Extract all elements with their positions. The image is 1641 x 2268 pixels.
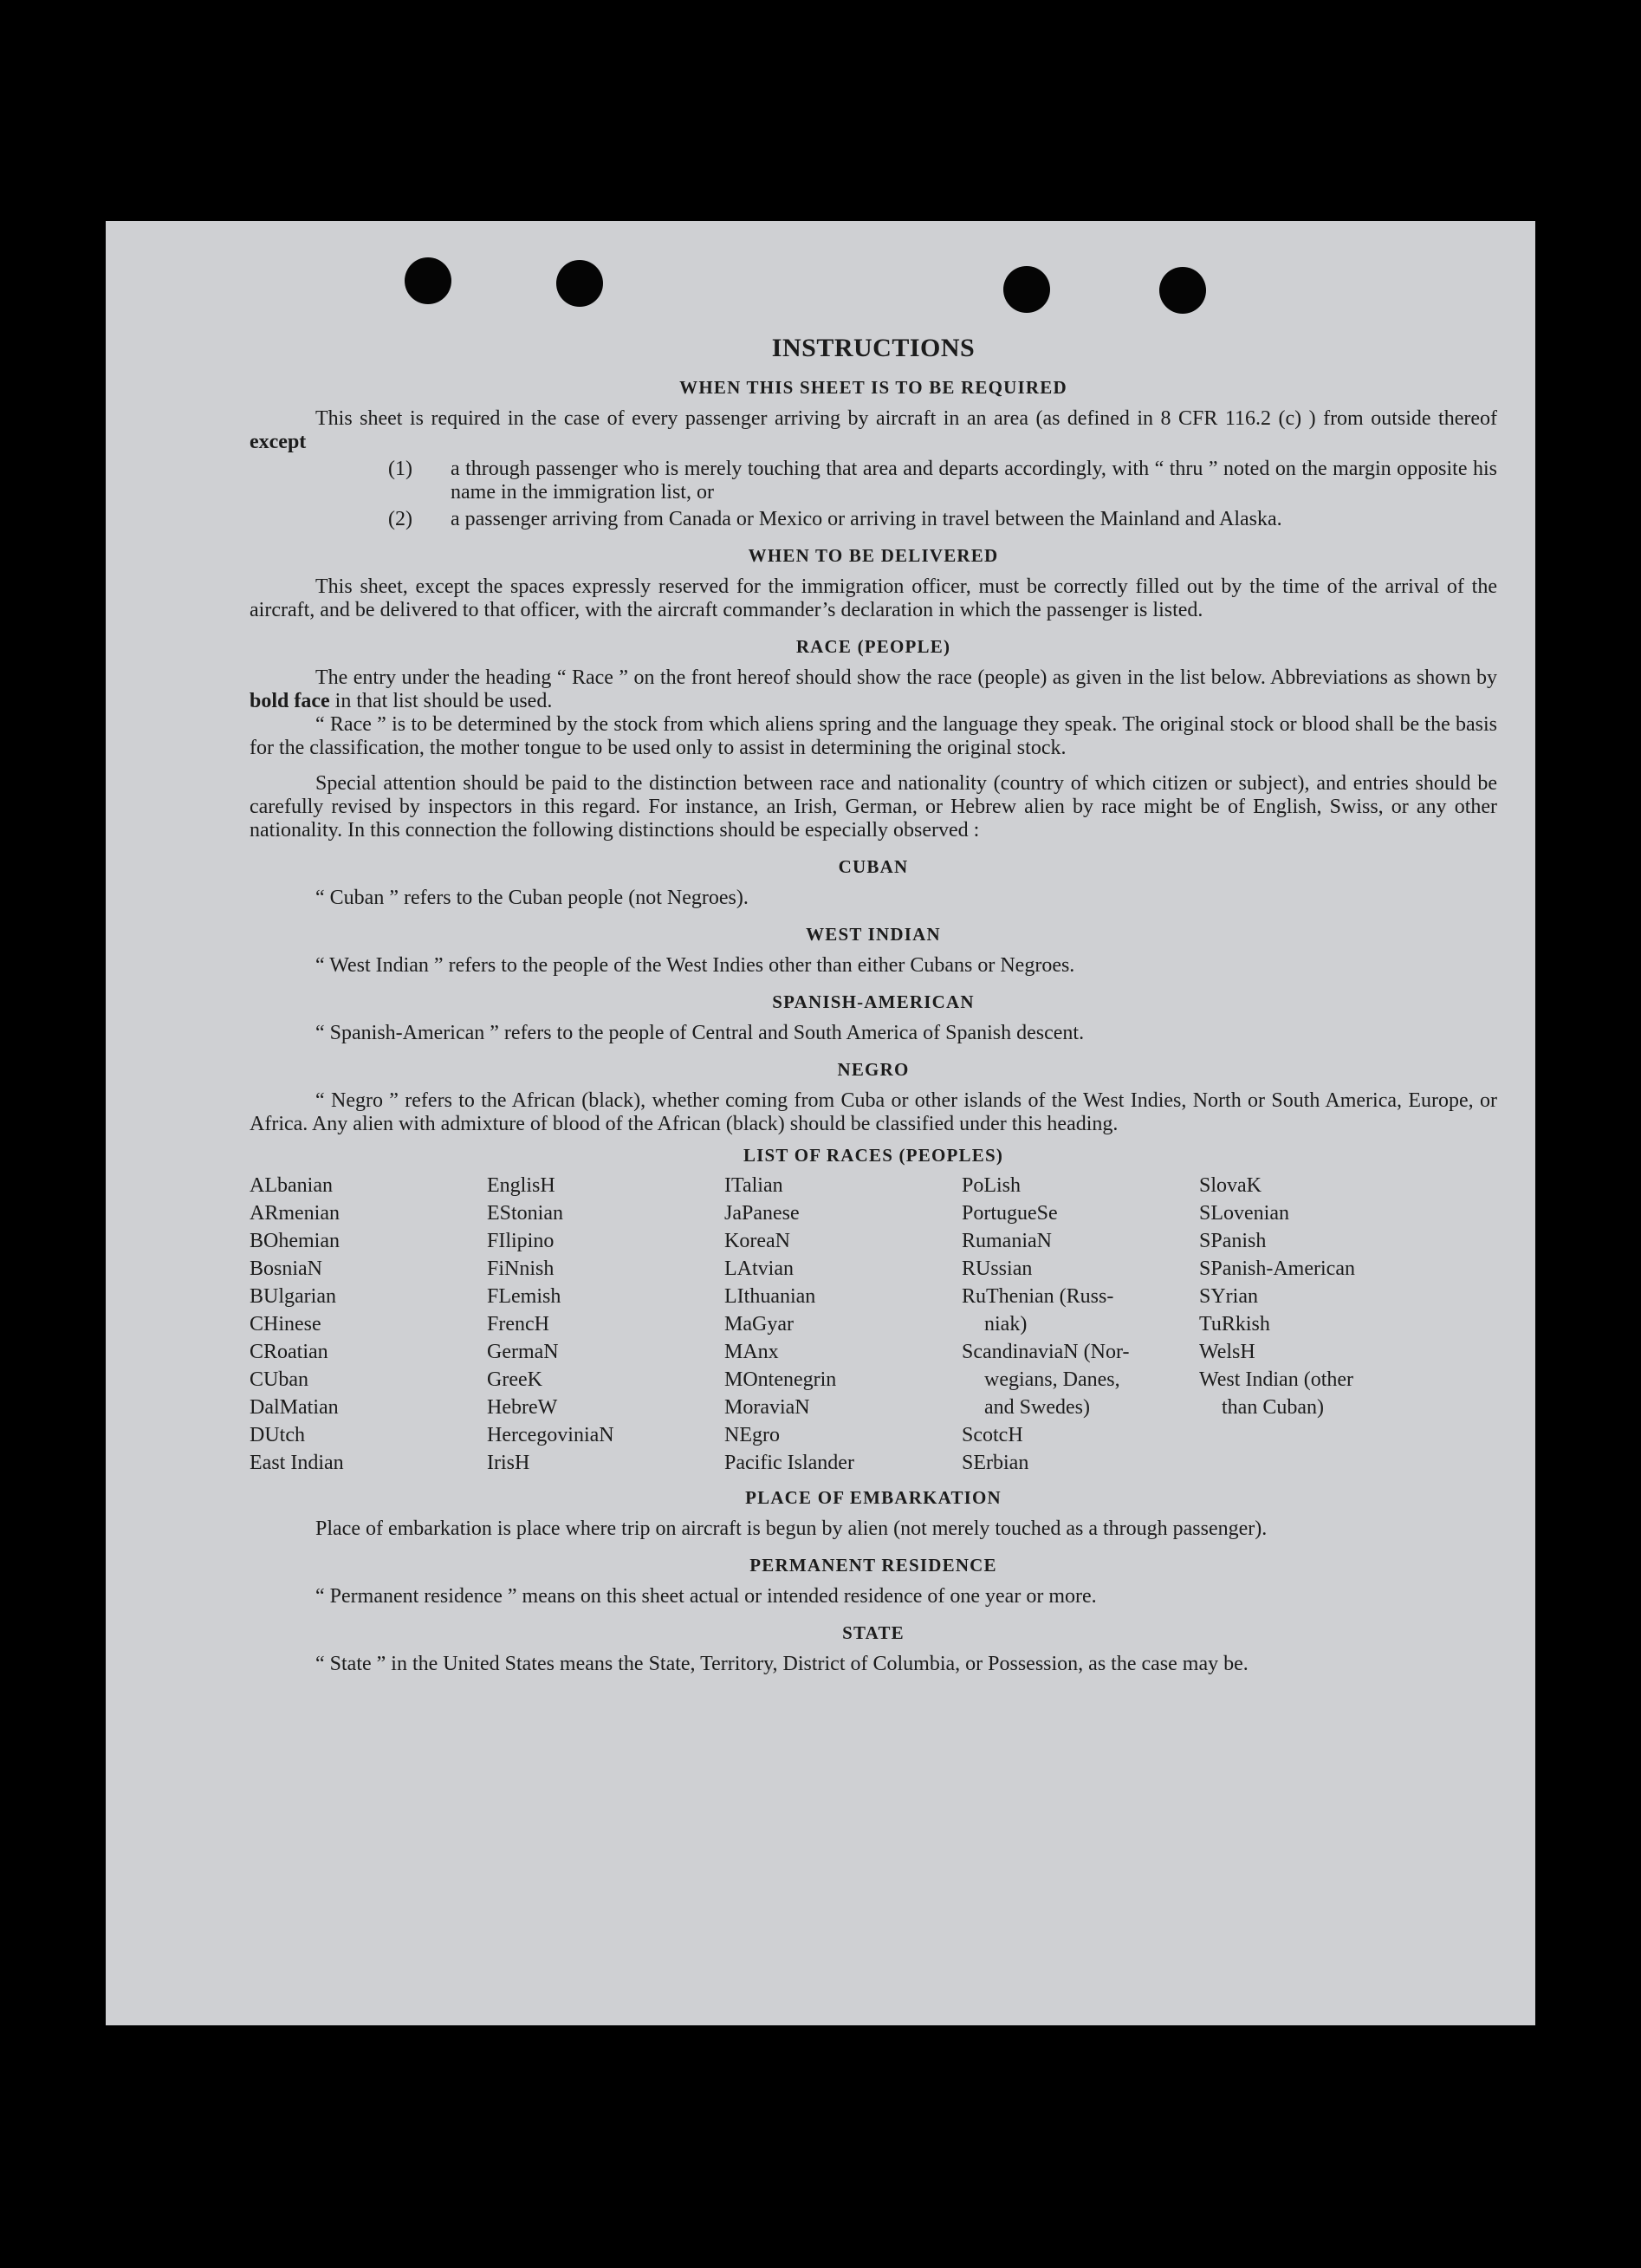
race-entry: IrisH [487, 1452, 530, 1474]
list-of-races [250, 1172, 1497, 1477]
race-entry: ScandinaviaN (Nor- [962, 1341, 1130, 1363]
race-paragraph-2: “ Race ” is to be determined by the stock from which aliens spring and the language they speak. The original stock or blood shall be the basis for the classification, the mother tongue to be used only to assist in determining the original stock. [250, 713, 1497, 759]
race-entry: CUban [250, 1368, 308, 1391]
race-entry: FrencH [487, 1313, 549, 1335]
race-entry: Pacific Islander [724, 1452, 854, 1474]
except-bold: except [250, 431, 307, 453]
race-entry: MoraviaN [724, 1396, 810, 1419]
race-entry: East Indian [250, 1452, 344, 1474]
race-entry: SLovenian [1199, 1202, 1289, 1225]
race-entry: PoLish [962, 1174, 1022, 1197]
race-entry: LAtvian [724, 1257, 794, 1280]
race-entry: FIlipino [487, 1230, 555, 1252]
heading-when-delivered: WHEN TO BE DELIVERED [748, 545, 999, 566]
race-paragraph-1: The entry under the heading “ Race ” on the front hereof should show the race (people) as given in the list below. Abbreviations as shown by bold face in that list should be used. [250, 666, 1497, 712]
race-entry: ITalian [724, 1174, 783, 1197]
west-indian-text: “ West Indian ” refers to the people of the West Indies other than either Cubans or Negroes. [315, 954, 1075, 977]
heading-negro: NEGRO [837, 1059, 910, 1080]
race-entry: BosniaN [250, 1257, 322, 1280]
race-entry: HebreW [487, 1396, 558, 1419]
race-entry: RumaniaN [962, 1230, 1052, 1252]
exception-number: (2) [388, 508, 412, 530]
bold-face-text: bold face [250, 690, 330, 712]
heading-cuban: CUBAN [838, 856, 909, 877]
heading-race: RACE (PEOPLE) [795, 636, 951, 657]
race-entry: ALbanian [250, 1174, 333, 1197]
race-entry: FiNnish [487, 1257, 555, 1280]
race-entry: BOhemian [250, 1230, 340, 1252]
race-entry: KoreaN [724, 1230, 790, 1252]
race-entry: DalMatian [250, 1396, 339, 1419]
race-column [1199, 1172, 1459, 1477]
instruction-sheet [106, 221, 1535, 2025]
race-entry: MaGyar [724, 1313, 794, 1335]
race-entry: CHinese [250, 1313, 321, 1335]
punch-hole [1159, 267, 1206, 314]
race-paragraph-3: Special attention should be paid to the distinction between race and nationality (country of which citizen or subject), and entries should be carefully revised by inspectors in this regard. For instance, an Irish, German, or Hebrew alien by race might be of English, Swiss, or any other nationality. In this connection the following distinctions should be especially observed : [250, 772, 1497, 842]
race-entry-continuation: and Swedes) [984, 1396, 1090, 1419]
exception-item [388, 508, 1497, 531]
heading-list-of-races: LIST OF RACES (PEOPLES) [743, 1145, 1004, 1166]
exception-text: a passenger arriving from Canada or Mexico or arriving in travel between the Mainland and Alaska. [451, 508, 1282, 530]
punch-hole [405, 257, 451, 304]
race-entry: TuRkish [1199, 1313, 1270, 1335]
race-entry: GreeK [487, 1368, 542, 1391]
punch-hole [556, 260, 603, 307]
race-entry: GermaN [487, 1341, 559, 1363]
race-entry-continuation: wegians, Danes, [984, 1368, 1120, 1391]
race-entry: MAnx [724, 1341, 779, 1363]
instructions-content [250, 334, 1497, 1676]
race-column [962, 1172, 1199, 1477]
heading-permanent-residence: PERMANENT RESIDENCE [749, 1555, 997, 1576]
residence-text: “ Permanent residence ” means on this sheet actual or intended residence of one year or more. [315, 1585, 1097, 1608]
race-entry: RUssian [962, 1257, 1033, 1280]
when-delivered-text: This sheet, except the spaces expressly reserved for the immigration officer, must be correctly filled out by the time of the arrival of the aircraft, and be delivered to that officer, with the aircraft commander’s declaration in which the passenger is listed. [250, 575, 1497, 621]
race-column [724, 1172, 962, 1477]
race-entry: West Indian (other [1199, 1368, 1354, 1391]
when-required-intro: This sheet is required in the case of every passenger arriving by aircraft in an area (as defined in 8 CFR 116.2 (c) ) from outside thereof except [250, 407, 1497, 453]
race-entry: ARmenian [250, 1202, 340, 1225]
race-entry: CRoatian [250, 1341, 328, 1363]
race-entry: SlovaK [1199, 1174, 1262, 1197]
page-title: INSTRUCTIONS [771, 334, 976, 362]
race-entry: NEgro [724, 1424, 780, 1446]
punch-hole [1003, 266, 1050, 313]
spanish-american-text: “ Spanish-American ” refers to the people of Central and South America of Spanish descent. [315, 1022, 1085, 1044]
race-entry: ScotcH [962, 1424, 1023, 1446]
race-column [250, 1172, 487, 1477]
exception-text: a through passenger who is merely touching that area and departs accordingly, with “ thru ” noted on the margin opposite his name in the immigration list, or [451, 458, 1497, 504]
exception-list [388, 458, 1497, 531]
race-column [487, 1172, 724, 1477]
race-entry: MOntenegrin [724, 1368, 837, 1391]
negro-text: “ Negro ” refers to the African (black), whether coming from Cuba or other islands of the West Indies, North or South America, Europe, or Africa. Any alien with admixture of blood of the African (black) should be classified under this heading. [250, 1089, 1497, 1135]
heading-spanish-american: SPANISH-AMERICAN [772, 991, 975, 1012]
cuban-text: “ Cuban ” refers to the Cuban people (not Negroes). [315, 887, 749, 909]
heading-state: STATE [842, 1622, 905, 1643]
race-entry: DUtch [250, 1424, 305, 1446]
race-entry: BUlgarian [250, 1285, 336, 1308]
heading-when-required: WHEN THIS SHEET IS TO BE REQUIRED [679, 377, 1067, 398]
state-text: “ State ” in the United States means the State, Territory, District of Columbia, or Possession, as the case may be. [315, 1653, 1249, 1675]
race-entry: PortugueSe [962, 1202, 1058, 1225]
embarkation-text: Place of embarkation is place where trip on aircraft is begun by alien (not merely touched as a through passenger). [315, 1517, 1268, 1540]
race-entry: SPanish [1199, 1230, 1267, 1252]
heading-west-indian: WEST INDIAN [806, 924, 941, 945]
exception-number: (1) [388, 458, 412, 480]
race-entry: EnglisH [487, 1174, 555, 1197]
race-entry: LIthuanian [724, 1285, 816, 1308]
race-entry: SPanish-American [1199, 1257, 1355, 1280]
race-entry: EStonian [487, 1202, 563, 1225]
race-entry-continuation: than Cuban) [1222, 1396, 1324, 1419]
race-entry: FLemish [487, 1285, 561, 1308]
race-entry: SYrian [1199, 1285, 1258, 1308]
race-entry: SErbian [962, 1452, 1029, 1474]
race-entry: JaPanese [724, 1202, 800, 1225]
race-entry-continuation: niak) [984, 1313, 1028, 1335]
exception-item [388, 458, 1497, 504]
heading-place-of-embarkation: PLACE OF EMBARKATION [745, 1487, 1002, 1508]
race-entry: HercegoviniaN [487, 1424, 614, 1446]
race-entry: RuThenian (Russ- [962, 1285, 1114, 1308]
race-entry: WelsH [1199, 1341, 1255, 1363]
